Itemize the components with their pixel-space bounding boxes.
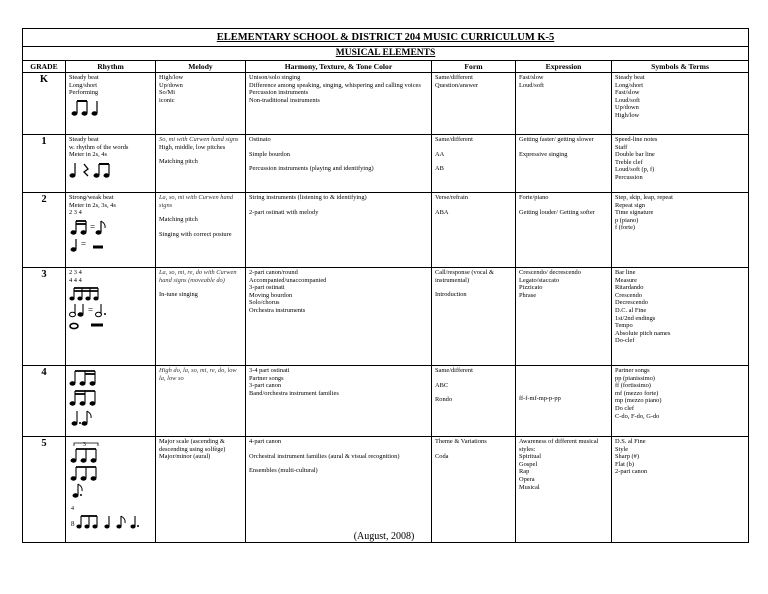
grade-row <box>23 135 749 193</box>
harmony-item <box>249 158 428 165</box>
expression-item <box>519 388 608 395</box>
melody-item: Matching pitch <box>159 216 198 224</box>
rhythm-item: Meter in 2s, 4s <box>69 151 107 159</box>
harmony-item <box>249 460 428 467</box>
harmony-item: Solo/chorus <box>249 299 280 307</box>
form-item: ABA <box>435 208 449 216</box>
form-item: ABC <box>435 381 449 389</box>
expression-item: Crescendo/ decrescendo <box>519 269 581 276</box>
rhythm-notation <box>69 440 152 532</box>
symbols-item: mf (mezzo forte) <box>615 389 659 397</box>
form-item: Same/different <box>435 74 473 81</box>
expression-item: Forte/piano <box>519 194 549 201</box>
melody-item: In-tune singing <box>159 291 198 299</box>
rhythm-cell <box>66 135 156 193</box>
symbols-item: p (piano) <box>615 216 639 224</box>
rhythm-item: 2 3 4 <box>69 209 82 217</box>
form-item: Theme & Variations <box>435 438 487 445</box>
symbols-item: D.S. al Fine <box>615 438 646 445</box>
melody-item: Major scale (ascending & descending using solfège) <box>159 438 226 453</box>
grade-row <box>23 268 749 366</box>
melody-cell <box>156 437 246 543</box>
symbols-item: Partner songs <box>615 367 650 374</box>
symbols-item: Up/down <box>615 104 639 112</box>
rhythm-item: Steady beat <box>69 74 99 81</box>
expression-item: Gospel <box>519 460 538 468</box>
expression-item <box>519 144 608 151</box>
harmony-item: Accompanied/unaccompanied <box>249 276 327 284</box>
melody-item <box>159 151 242 158</box>
expression-item: Musical <box>519 483 540 491</box>
rhythm-cell <box>66 193 156 268</box>
melody-item: Matching pitch <box>159 158 198 166</box>
symbols-item: Flat (b) <box>615 460 634 468</box>
harmony-item: Difference among speaking, singing, whispering and calling voices <box>249 81 421 89</box>
symbols-cell <box>612 73 749 135</box>
symbols-item: Crescendo <box>615 291 642 299</box>
expression-cell <box>516 135 612 193</box>
melody-item: High do, la, so, mi, re, do, low la, low so <box>159 367 237 382</box>
symbols-item: Loud/soft <box>615 96 640 104</box>
expression-item: Spiritual <box>519 453 542 461</box>
symbols-item: Speed-line notes <box>615 136 658 143</box>
form-cell <box>432 193 516 268</box>
melody-item <box>159 224 242 231</box>
symbols-item: Do clef <box>615 404 634 412</box>
form-item: AB <box>435 165 444 173</box>
symbols-item: Ritardando <box>615 284 644 292</box>
rhythm-notation <box>69 99 152 117</box>
grade-cell: 2 <box>23 193 66 268</box>
symbols-item: 2-part canon <box>615 468 648 476</box>
harmony-item: Percussion instruments (playing and identifying) <box>249 165 374 173</box>
symbols-item: mp (mezzo piano) <box>615 397 662 405</box>
grade-row <box>23 366 749 437</box>
rhythm-notation <box>69 369 152 427</box>
expression-item <box>519 381 608 388</box>
svg-text:8: 8 <box>71 520 75 528</box>
melody-item: High/low <box>159 74 184 81</box>
rhythm-cell <box>66 366 156 437</box>
harmony-item: Ensembles (multi-cultural) <box>249 467 318 475</box>
grade-cell: 4 <box>23 366 66 437</box>
melody-cell <box>156 268 246 366</box>
symbols-item: Decrescendo <box>615 299 648 307</box>
grade-row <box>23 193 749 268</box>
symbols-item: C-do, F-do, G-do <box>615 412 660 420</box>
column-header-melody: Melody <box>156 61 246 73</box>
form-item: Same/different <box>435 136 473 143</box>
harmony-item <box>249 202 428 209</box>
grade-row <box>23 437 749 543</box>
form-item: AA <box>435 150 445 158</box>
harmony-item: 3-part ostinati <box>249 284 285 292</box>
eighth-notes-notation-icon <box>69 99 109 117</box>
symbols-item: D.C. al Fine <box>615 306 647 314</box>
expression-item: Getting louder/ Getting softer <box>519 208 595 216</box>
rhythm-item: Performing <box>69 89 99 97</box>
form-item <box>435 158 512 165</box>
melody-item: Singing with correct posture <box>159 230 232 238</box>
melody-item: High, middle, low pitches <box>159 143 226 151</box>
rhythm-item: Strong/weak beat <box>69 194 114 201</box>
eighth-sixteenth-notation-icon <box>69 369 109 427</box>
form-item <box>435 375 512 382</box>
quarter-rest-notation-icon <box>69 161 113 179</box>
symbols-item: Percussion <box>615 173 643 181</box>
expression-item: Phrase <box>519 291 537 299</box>
form-cell <box>432 268 516 366</box>
harmony-item: Simple bourdon <box>249 150 291 158</box>
harmony-item: 3-4 part ostinati <box>249 367 290 374</box>
rhythm-item: 4 4 4 <box>69 276 82 284</box>
form-item <box>435 446 512 453</box>
melody-item <box>159 284 242 291</box>
column-header-symbols: Symbols & Terms <box>612 61 749 73</box>
expression-cell <box>516 193 612 268</box>
symbols-item: Absolute pitch names <box>615 329 671 337</box>
harmony-cell <box>246 437 432 543</box>
melody-item: Major/minor (aural) <box>159 453 211 461</box>
grade-cell: K <box>23 73 66 135</box>
form-item <box>435 144 512 151</box>
symbols-item: Measure <box>615 276 638 284</box>
form-item: Call/response (vocal & instrumental) <box>435 269 494 284</box>
symbols-item: High/low <box>615 111 640 119</box>
sixteenth-notes-notation-icon <box>69 219 113 253</box>
symbols-item: f (forte) <box>615 224 636 232</box>
symbols-item: Fast/slow <box>615 89 640 97</box>
svg-text:3: 3 <box>83 442 86 448</box>
symbols-item: ff (fortissimo) <box>615 382 651 390</box>
symbols-item: Loud/soft (p, f) <box>615 166 655 174</box>
harmony-item <box>249 446 428 453</box>
symbols-cell <box>612 437 749 543</box>
header-row <box>23 61 749 73</box>
column-header-form: Form <box>432 61 516 73</box>
svg-text:=: = <box>88 305 94 316</box>
form-item: Question/answer <box>435 81 478 89</box>
symbols-item: Treble clef <box>615 158 643 166</box>
expression-item: Legato/staccato <box>519 276 560 284</box>
form-item <box>435 202 512 209</box>
svg-text:=: = <box>81 238 87 249</box>
expression-cell <box>516 366 612 437</box>
melody-cell <box>156 366 246 437</box>
harmony-cell <box>246 268 432 366</box>
expression-item: Expressive singing <box>519 150 568 158</box>
form-item: Introduction <box>435 291 467 299</box>
symbols-item: Sharp (#) <box>615 453 639 461</box>
harmony-item: Unison/solo singing <box>249 74 301 81</box>
harmony-item: Orchestra instruments <box>249 306 306 314</box>
form-item: Coda <box>435 452 449 460</box>
harmony-item: String instruments (listening to & identifying) <box>249 194 367 201</box>
rhythm-cell <box>66 73 156 135</box>
svg-text:=: = <box>90 221 96 232</box>
harmony-item: Ostinato <box>249 136 271 143</box>
harmony-cell <box>246 135 432 193</box>
harmony-item: 4-part canon <box>249 438 282 445</box>
form-item: Same/different <box>435 367 473 374</box>
harmony-item: 3-part canon <box>249 382 282 390</box>
symbols-item: Bar line <box>615 269 636 276</box>
grade-row <box>23 73 749 135</box>
expression-cell <box>516 437 612 543</box>
rhythm-notation <box>69 161 152 179</box>
rhythm-item: Steady beat <box>69 136 99 143</box>
column-header-grade: GRADE <box>23 61 66 73</box>
column-header-rhythm: Rhythm <box>66 61 156 73</box>
column-header-expression: Expression <box>516 61 612 73</box>
rhythm-cell <box>66 268 156 366</box>
expression-item: Awareness of different musical styles: <box>519 438 599 453</box>
expression-item: ff-f-mf-mp-p-pp <box>519 395 561 402</box>
column-header-harmony: Harmony, Texture, & Tone Color <box>246 61 432 73</box>
symbols-cell <box>612 268 749 366</box>
melody-item <box>159 209 242 216</box>
expression-item <box>519 202 608 209</box>
harmony-item: Partner songs <box>249 374 284 382</box>
symbols-cell <box>612 366 749 437</box>
harmony-item <box>249 144 428 151</box>
rhythm-notation <box>69 286 152 332</box>
symbols-item: Long/short <box>615 81 644 89</box>
expression-item <box>519 374 608 381</box>
grade-cell: 5 <box>23 437 66 543</box>
symbols-item: 1st/2nd endings <box>615 314 656 322</box>
harmony-item: Non-traditional instruments <box>249 96 320 104</box>
document-date: (August, 2008) <box>353 531 415 542</box>
symbols-item: Double bar line <box>615 151 655 159</box>
symbols-cell <box>612 193 749 268</box>
expression-item <box>519 367 608 374</box>
expression-item: Pizzicato <box>519 284 543 292</box>
rhythm-item: w. rhythm of the words <box>69 143 129 151</box>
expression-item: Fast/slow <box>519 74 544 81</box>
harmony-item: Moving bourdon <box>249 291 293 299</box>
rhythm-item: 2 3 4 <box>69 269 82 276</box>
melody-item: So/Mi <box>159 89 175 97</box>
melody-item: La, so, mi, re, do with Curwen hand signs (moveable do) <box>159 269 237 284</box>
harmony-item: 2-part ostinati with melody <box>249 208 319 216</box>
curriculum-table <box>22 28 749 543</box>
symbols-item: Style <box>615 445 629 453</box>
harmony-cell <box>246 73 432 135</box>
harmony-cell <box>246 193 432 268</box>
rhythm-notation <box>69 219 152 253</box>
harmony-item: 2-part canon/round <box>249 269 298 276</box>
symbols-item: Time signature <box>615 209 654 217</box>
curriculum-document <box>22 28 748 543</box>
expression-item: Getting faster/ getting slower <box>519 136 594 143</box>
rhythm-item: Meter in 2s, 3s, 4s <box>69 201 116 209</box>
grade-cell: 3 <box>23 268 66 366</box>
form-cell <box>432 437 516 543</box>
symbols-item: Staff <box>615 143 628 151</box>
document-title: ELEMENTARY SCHOOL & DISTRICT 204 MUSIC CURRICULUM K-5 <box>23 29 749 47</box>
melody-cell <box>156 73 246 135</box>
svg-text:4: 4 <box>71 506 74 512</box>
symbols-item: Repeat sign <box>615 201 645 209</box>
form-item: Rondo <box>435 396 453 404</box>
symbols-item: pp (pianissimo) <box>615 374 655 382</box>
form-item <box>435 284 512 291</box>
symbols-item: Steady beat <box>615 74 645 81</box>
expression-item: Opera <box>519 475 535 483</box>
melody-cell <box>156 193 246 268</box>
melody-item: So, mi with Curwen hand signs <box>159 136 239 143</box>
triplet-syncopation-notation-icon <box>69 440 153 532</box>
expression-item: Rap <box>519 468 530 476</box>
document-subtitle: MUSICAL ELEMENTS <box>23 47 749 61</box>
symbols-cell <box>612 135 749 193</box>
rhythm-cell <box>66 437 156 543</box>
harmony-item: Orchestral instrument families (aural & visual recognition) <box>249 452 400 460</box>
expression-item: Loud/soft <box>519 81 544 89</box>
melody-cell <box>156 135 246 193</box>
form-cell <box>432 135 516 193</box>
form-item <box>435 389 512 396</box>
symbols-item: Do-clef <box>615 337 635 345</box>
harmony-cell <box>246 366 432 437</box>
grade-cell: 1 <box>23 135 66 193</box>
melody-item: La, so, mi with Curwen hand signs <box>159 194 234 209</box>
form-cell <box>432 366 516 437</box>
melody-item: Up/down <box>159 81 183 89</box>
symbols-item: Step, skip, leap, repeat <box>615 194 673 201</box>
harmony-item: Percussion instruments <box>249 89 309 97</box>
four-sixteenths-notation-icon <box>69 286 113 332</box>
symbols-item: Tempo <box>615 322 633 330</box>
rhythm-item: Long/short <box>69 81 98 89</box>
form-cell <box>432 73 516 135</box>
expression-cell <box>516 73 612 135</box>
melody-item: iconic <box>159 96 175 104</box>
harmony-item: Band/orchestra instrument families <box>249 389 339 397</box>
expression-cell <box>516 268 612 366</box>
form-item: Verse/refrain <box>435 194 468 201</box>
